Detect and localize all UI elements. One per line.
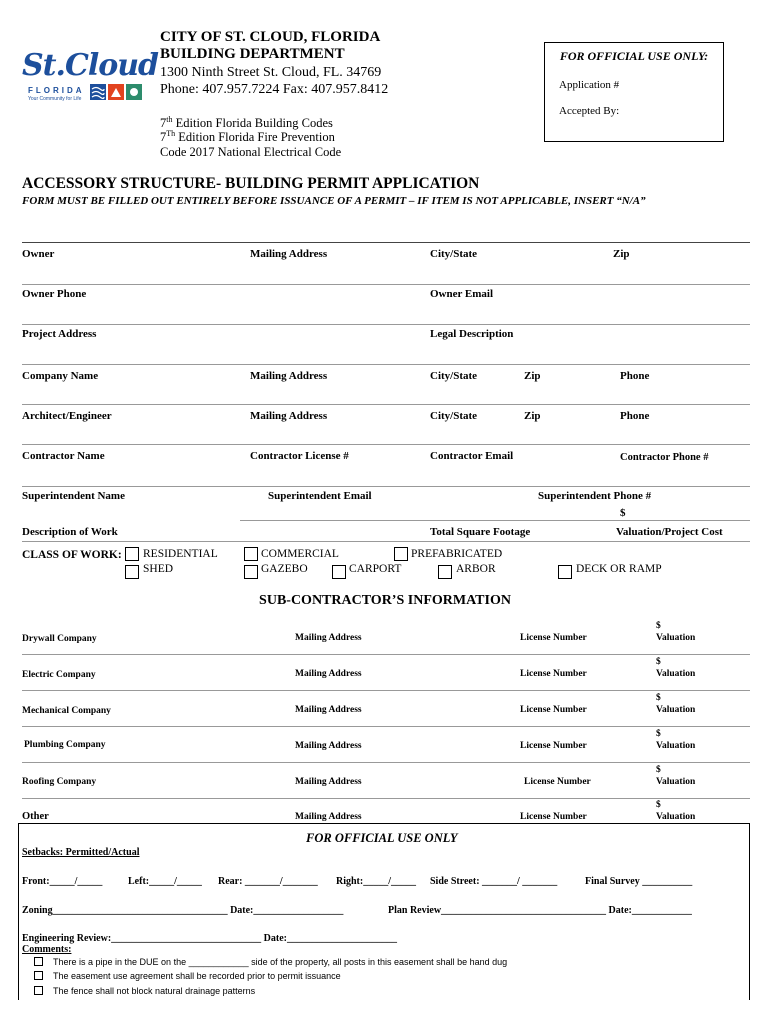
- sub-dollar-3: $: [656, 693, 661, 703]
- deck-label: DECK OR RAMP: [576, 563, 662, 575]
- owner-phone-field[interactable]: Owner Phone: [22, 288, 87, 300]
- contractor-phone-field[interactable]: Contractor Phone #: [620, 452, 709, 463]
- sub-line-3: [22, 726, 750, 727]
- shed-label: SHED: [143, 563, 174, 575]
- comment-3-checkbox[interactable]: [34, 986, 43, 995]
- line-3: [22, 324, 750, 325]
- comment-1-checkbox[interactable]: [34, 957, 43, 966]
- sub-row-electric[interactable]: Electric Company: [22, 670, 96, 680]
- sub-license-6[interactable]: License Number: [520, 812, 587, 822]
- header-city: CITY OF ST. CLOUD, FLORIDA: [160, 29, 381, 45]
- arbor-label: ARBOR: [456, 563, 496, 575]
- form-subtitle: FORM MUST BE FILLED OUT ENTIRELY BEFORE ISSUANCE OF A PERMIT – IF ITEM IS NOT APPLICABLE, INSERT “N/A”: [22, 195, 646, 207]
- comment-2-checkbox[interactable]: [34, 971, 43, 980]
- superintendent-email-field[interactable]: Superintendent Email: [268, 490, 372, 502]
- header-department: BUILDING DEPARTMENT: [160, 46, 345, 62]
- official-section-title: FOR OFFICIAL USE ONLY: [306, 831, 458, 845]
- line-1: [22, 242, 750, 243]
- sub-dollar-1: $: [656, 621, 661, 631]
- official-box-accepted[interactable]: Accepted By:: [559, 105, 620, 117]
- subcontractor-title: SUB-CONTRACTOR’S INFORMATION: [259, 593, 511, 608]
- comment-3-text: The fence shall not block natural drainage patterns: [53, 986, 256, 996]
- code1-num: 7: [160, 116, 167, 131]
- carport-checkbox[interactable]: [332, 565, 346, 579]
- rear-setback-field[interactable]: Rear: _______/_______: [218, 876, 318, 887]
- shed-checkbox[interactable]: [125, 565, 139, 579]
- sub-license-1[interactable]: License Number: [520, 633, 587, 643]
- company-city-field[interactable]: City/State: [430, 370, 478, 382]
- line-7: [22, 486, 750, 487]
- sub-license-4[interactable]: License Number: [520, 741, 587, 751]
- commercial-checkbox[interactable]: [244, 547, 258, 561]
- engineering-review-field[interactable]: Engineering Review:______________________________ Date:______________________: [22, 933, 397, 944]
- sub-mailing-1[interactable]: Mailing Address: [295, 633, 362, 643]
- carport-label: CARPORT: [349, 563, 402, 575]
- code2-num: 7: [160, 130, 167, 145]
- sub-row-other[interactable]: Other: [22, 811, 49, 822]
- architect-phone-field[interactable]: Phone: [620, 410, 650, 422]
- official-box-application[interactable]: Application #: [559, 79, 620, 91]
- sub-row-plumbing[interactable]: Plumbing Company: [24, 740, 106, 750]
- owner-field[interactable]: Owner: [22, 248, 55, 260]
- sub-valuation-5[interactable]: Valuation: [656, 777, 696, 787]
- contractor-license-field[interactable]: Contractor License #: [250, 450, 349, 462]
- square-footage-field[interactable]: Total Square Footage: [430, 526, 531, 538]
- setbacks-label: Setbacks: Permitted/Actual: [22, 847, 140, 858]
- comment-1-text: There is a pipe in the DUE on the ____________ side of the property, all posts in this easement shall be hand dug: [53, 957, 508, 967]
- sub-license-2[interactable]: License Number: [520, 669, 587, 679]
- sub-mailing-4[interactable]: Mailing Address: [295, 741, 362, 751]
- company-phone-field[interactable]: Phone: [620, 370, 650, 382]
- form-title: ACCESSORY STRUCTURE- BUILDING PERMIT APPLICATION: [22, 175, 480, 192]
- city-logo: [22, 48, 159, 110]
- header-phone: Phone: 407.957.7224 Fax: 407.957.8412: [160, 82, 389, 97]
- comments-label: Comments:: [22, 944, 72, 955]
- logo-script-text: St.Cloud: [22, 48, 159, 83]
- description-field[interactable]: Description of Work: [22, 526, 118, 538]
- comment-2-text: The easement use agreement shall be recorded prior to permit issuance: [53, 971, 341, 981]
- sub-license-5[interactable]: License Number: [524, 777, 591, 787]
- architect-city-field[interactable]: City/State: [430, 410, 478, 422]
- right-setback-field[interactable]: Right:_____/_____: [336, 876, 416, 887]
- line-8: [240, 520, 750, 521]
- sub-dollar-4: $: [656, 729, 661, 739]
- comment-3[interactable]: [34, 986, 255, 996]
- side-street-setback-field[interactable]: Side Street: _______/ _______: [430, 876, 558, 887]
- code1-sup: th: [166, 115, 173, 124]
- arbor-checkbox[interactable]: [438, 565, 452, 579]
- owner-email-field[interactable]: Owner Email: [430, 288, 494, 300]
- residential-label: RESIDENTIAL: [143, 548, 218, 560]
- sub-line-1: [22, 654, 750, 655]
- sub-line-5: [22, 798, 750, 799]
- company-name-field[interactable]: Company Name: [22, 370, 99, 382]
- prefabricated-label: PREFABRICATED: [411, 548, 503, 560]
- sub-line-4: [22, 762, 750, 763]
- sub-mailing-5[interactable]: Mailing Address: [295, 777, 362, 787]
- owner-city-field[interactable]: City/State: [430, 248, 478, 260]
- legal-description-field[interactable]: Legal Description: [430, 328, 514, 340]
- valuation-dollar-sign: $: [620, 507, 626, 519]
- front-setback-field[interactable]: Front:_____/_____: [22, 876, 103, 887]
- line-2: [22, 284, 750, 285]
- owner-mailing-field[interactable]: Mailing Address: [250, 248, 328, 260]
- architect-zip-field[interactable]: Zip: [524, 410, 541, 422]
- comment-1[interactable]: [34, 957, 507, 967]
- architect-field[interactable]: Architect/Engineer: [22, 410, 112, 422]
- code1-text: Edition Florida Building Codes: [172, 116, 333, 131]
- gazebo-checkbox[interactable]: [244, 565, 258, 579]
- sub-dollar-6: $: [656, 800, 661, 810]
- residential-checkbox[interactable]: [125, 547, 139, 561]
- header-code-3: Code 2017 National Electrical Code: [160, 145, 342, 159]
- sub-dollar-2: $: [656, 657, 661, 667]
- sub-valuation-3[interactable]: Valuation: [656, 705, 696, 715]
- sub-mailing-2[interactable]: Mailing Address: [295, 669, 362, 679]
- sub-row-mechanical[interactable]: Mechanical Company: [22, 706, 111, 716]
- zoning-field[interactable]: Zoning___________________________________ Date:__________________: [22, 905, 344, 916]
- superintendent-name-field[interactable]: Superintendent Name: [22, 490, 125, 502]
- sub-mailing-6[interactable]: Mailing Address: [295, 812, 362, 822]
- line-5: [22, 404, 750, 405]
- prefabricated-checkbox[interactable]: [394, 547, 408, 561]
- logo-state-text: FLORIDA: [28, 86, 85, 95]
- company-zip-field[interactable]: Zip: [524, 370, 541, 382]
- code2-text: Edition Florida Fire Prevention: [175, 130, 335, 145]
- sub-valuation-4[interactable]: Valuation: [656, 741, 696, 751]
- valuation-cost-field[interactable]: Valuation/Project Cost: [616, 526, 723, 538]
- project-address-field[interactable]: Project Address: [22, 328, 97, 340]
- gazebo-label: GAZEBO: [261, 563, 308, 575]
- sub-mailing-3[interactable]: Mailing Address: [295, 705, 362, 715]
- sub-valuation-6[interactable]: Valuation: [656, 812, 696, 822]
- left-setback-field[interactable]: Left:_____/_____: [128, 876, 202, 887]
- logo-tagline: Your Community for Life: [28, 96, 82, 102]
- line-9: [22, 541, 750, 542]
- header-code-2: [160, 127, 335, 144]
- line-6: [22, 444, 750, 445]
- sub-valuation-1[interactable]: Valuation: [656, 633, 696, 643]
- official-box-title: FOR OFFICIAL USE ONLY:: [559, 49, 709, 63]
- superintendent-phone-field[interactable]: Superintendent Phone #: [538, 490, 652, 502]
- official-use-box: [544, 42, 724, 142]
- header-address: 1300 Ninth Street St. Cloud, FL. 34769: [160, 65, 382, 80]
- code2-sup: Th: [166, 129, 176, 138]
- sub-line-2: [22, 690, 750, 691]
- sub-row-drywall[interactable]: Drywall Company: [22, 634, 97, 644]
- commercial-label: COMMERCIAL: [261, 548, 339, 560]
- final-survey-field[interactable]: Final Survey __________: [585, 876, 693, 887]
- sub-row-roofing[interactable]: Roofing Company: [22, 777, 97, 787]
- logo-icons: [90, 84, 142, 102]
- line-4: [22, 364, 750, 365]
- architect-mailing-field[interactable]: Mailing Address: [250, 410, 328, 422]
- comment-2[interactable]: [34, 971, 341, 981]
- sub-valuation-2[interactable]: Valuation: [656, 669, 696, 679]
- sub-license-3[interactable]: License Number: [520, 705, 587, 715]
- deck-checkbox[interactable]: [558, 565, 572, 579]
- contractor-name-field[interactable]: Contractor Name: [22, 450, 105, 462]
- sub-dollar-5: $: [656, 765, 661, 775]
- contractor-email-field[interactable]: Contractor Email: [430, 450, 514, 462]
- class-of-work-label: CLASS OF WORK:: [22, 549, 122, 561]
- plan-review-field[interactable]: Plan Review_________________________________ Date:____________: [388, 905, 692, 916]
- owner-zip-field[interactable]: Zip: [613, 248, 630, 260]
- company-mailing-field[interactable]: Mailing Address: [250, 370, 328, 382]
